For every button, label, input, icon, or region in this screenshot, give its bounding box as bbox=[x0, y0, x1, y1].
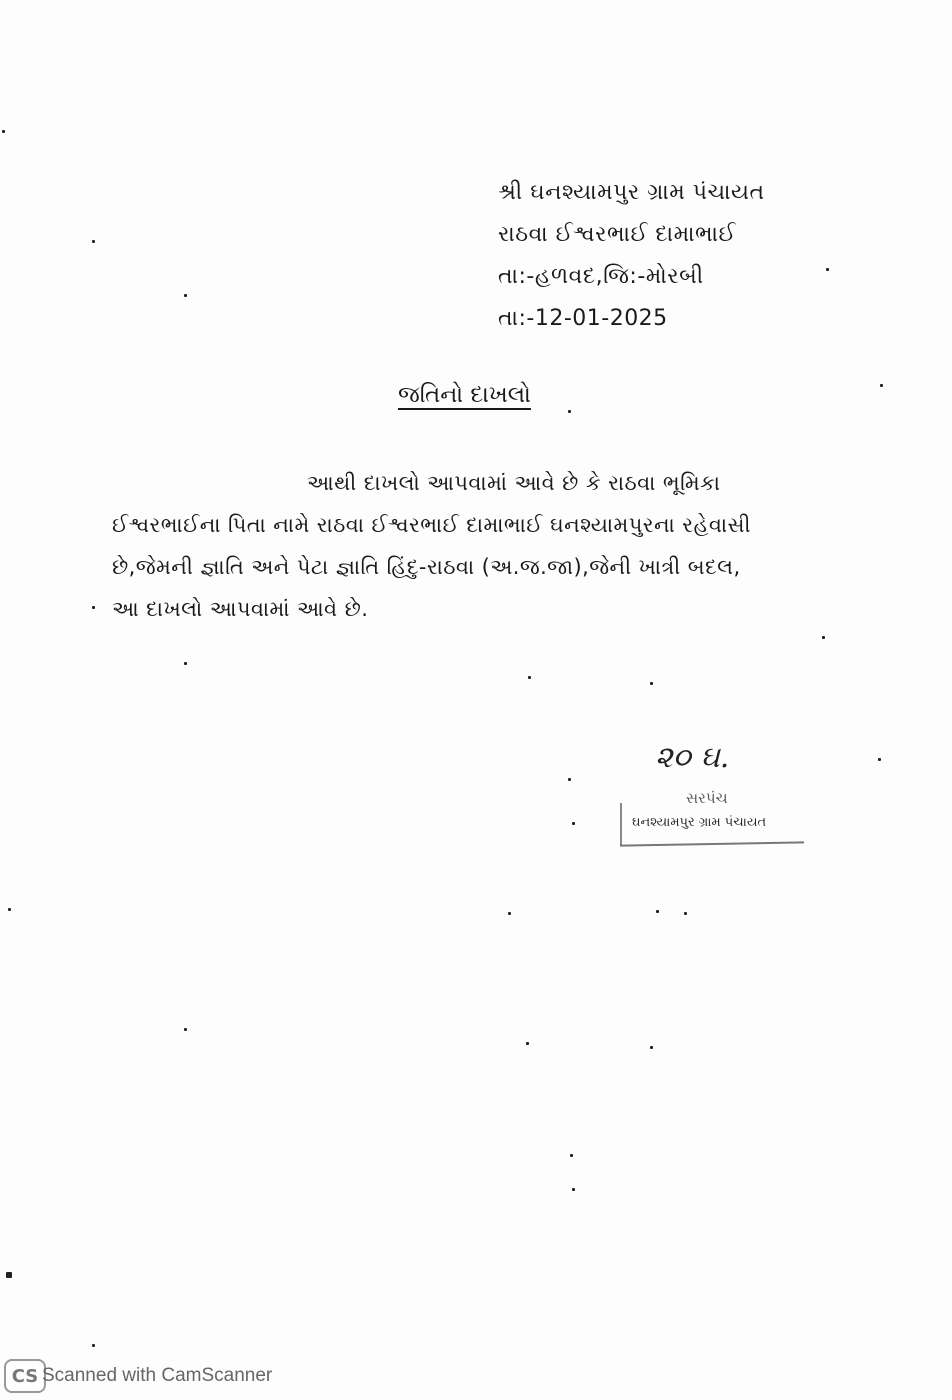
scan-speck bbox=[92, 240, 95, 243]
letterhead-name: રાઠવા ઈશ્વરભાઈ દામાભાઈ bbox=[498, 222, 737, 247]
camscanner-watermark bbox=[4, 1358, 272, 1394]
certificate-body bbox=[112, 462, 857, 630]
scan-speck bbox=[572, 822, 575, 825]
letterhead-organization: શ્રી ઘનશ્યામપુર ગ્રામ પંચાયત bbox=[498, 180, 765, 205]
scan-speck bbox=[878, 758, 881, 761]
scan-speck bbox=[656, 910, 659, 913]
scan-speck bbox=[184, 1028, 187, 1031]
scan-speck bbox=[650, 682, 653, 685]
official-stamp bbox=[618, 785, 804, 853]
stamp-border-bottom bbox=[620, 841, 804, 846]
body-line-1: આથી દાખલો આપવામાં આવે છે કે રાઠવા ભૂમિકા bbox=[307, 471, 721, 495]
scan-speck bbox=[8, 908, 11, 911]
scan-speck bbox=[570, 1154, 573, 1157]
body-line-4: આ દાખલો આપવામાં આવે છે. bbox=[112, 597, 369, 621]
scan-speck bbox=[508, 912, 511, 915]
scan-speck bbox=[184, 662, 187, 665]
scan-speck bbox=[826, 268, 829, 271]
letterhead bbox=[498, 172, 918, 340]
scan-speck bbox=[92, 606, 95, 609]
letterhead-date: તા:-12-01-2025 bbox=[498, 306, 668, 331]
scan-speck bbox=[6, 1272, 12, 1278]
scan-speck bbox=[568, 778, 571, 781]
stamp-organization: ઘનશ્યામપુર ગ્રામ પંચાયત bbox=[632, 815, 767, 830]
handwritten-signature: ૨૦ ઘ. bbox=[655, 740, 730, 775]
scan-speck bbox=[526, 1042, 529, 1045]
scan-speck bbox=[92, 1344, 95, 1347]
camscanner-logo-icon: CS bbox=[4, 1359, 46, 1393]
scan-speck bbox=[572, 1188, 575, 1191]
scan-speck bbox=[650, 1046, 653, 1049]
scan-speck bbox=[822, 636, 825, 639]
camscanner-text: Scanned with CamScanner bbox=[42, 1365, 273, 1386]
body-line-2: ઈશ્વરભાઈના પિતા નામે રાઠવા ઈશ્વરભાઈ દામાભાઈ ઘનશ્યામપુરના રહેવાસી bbox=[112, 513, 751, 537]
scan-speck bbox=[684, 912, 687, 915]
scan-speck bbox=[528, 676, 531, 679]
scan-speck bbox=[2, 130, 5, 133]
scan-speck bbox=[568, 410, 571, 413]
letterhead-address: તા:-હળવદ,જિ:-મોરબી bbox=[498, 264, 704, 289]
scan-speck bbox=[184, 294, 187, 297]
body-line-3: છે,જેમની જ્ઞાતિ અને પેટા જ્ઞાતિ હિંદુ-રાઠવા (અ.જ.જા),જેની ખાત્રી બદલ, bbox=[112, 555, 741, 579]
certificate-title: જતિનો દાખલો bbox=[398, 382, 531, 408]
stamp-border-left bbox=[620, 803, 622, 845]
stamp-title: સરપંચ bbox=[686, 789, 728, 807]
scan-speck bbox=[880, 384, 883, 387]
